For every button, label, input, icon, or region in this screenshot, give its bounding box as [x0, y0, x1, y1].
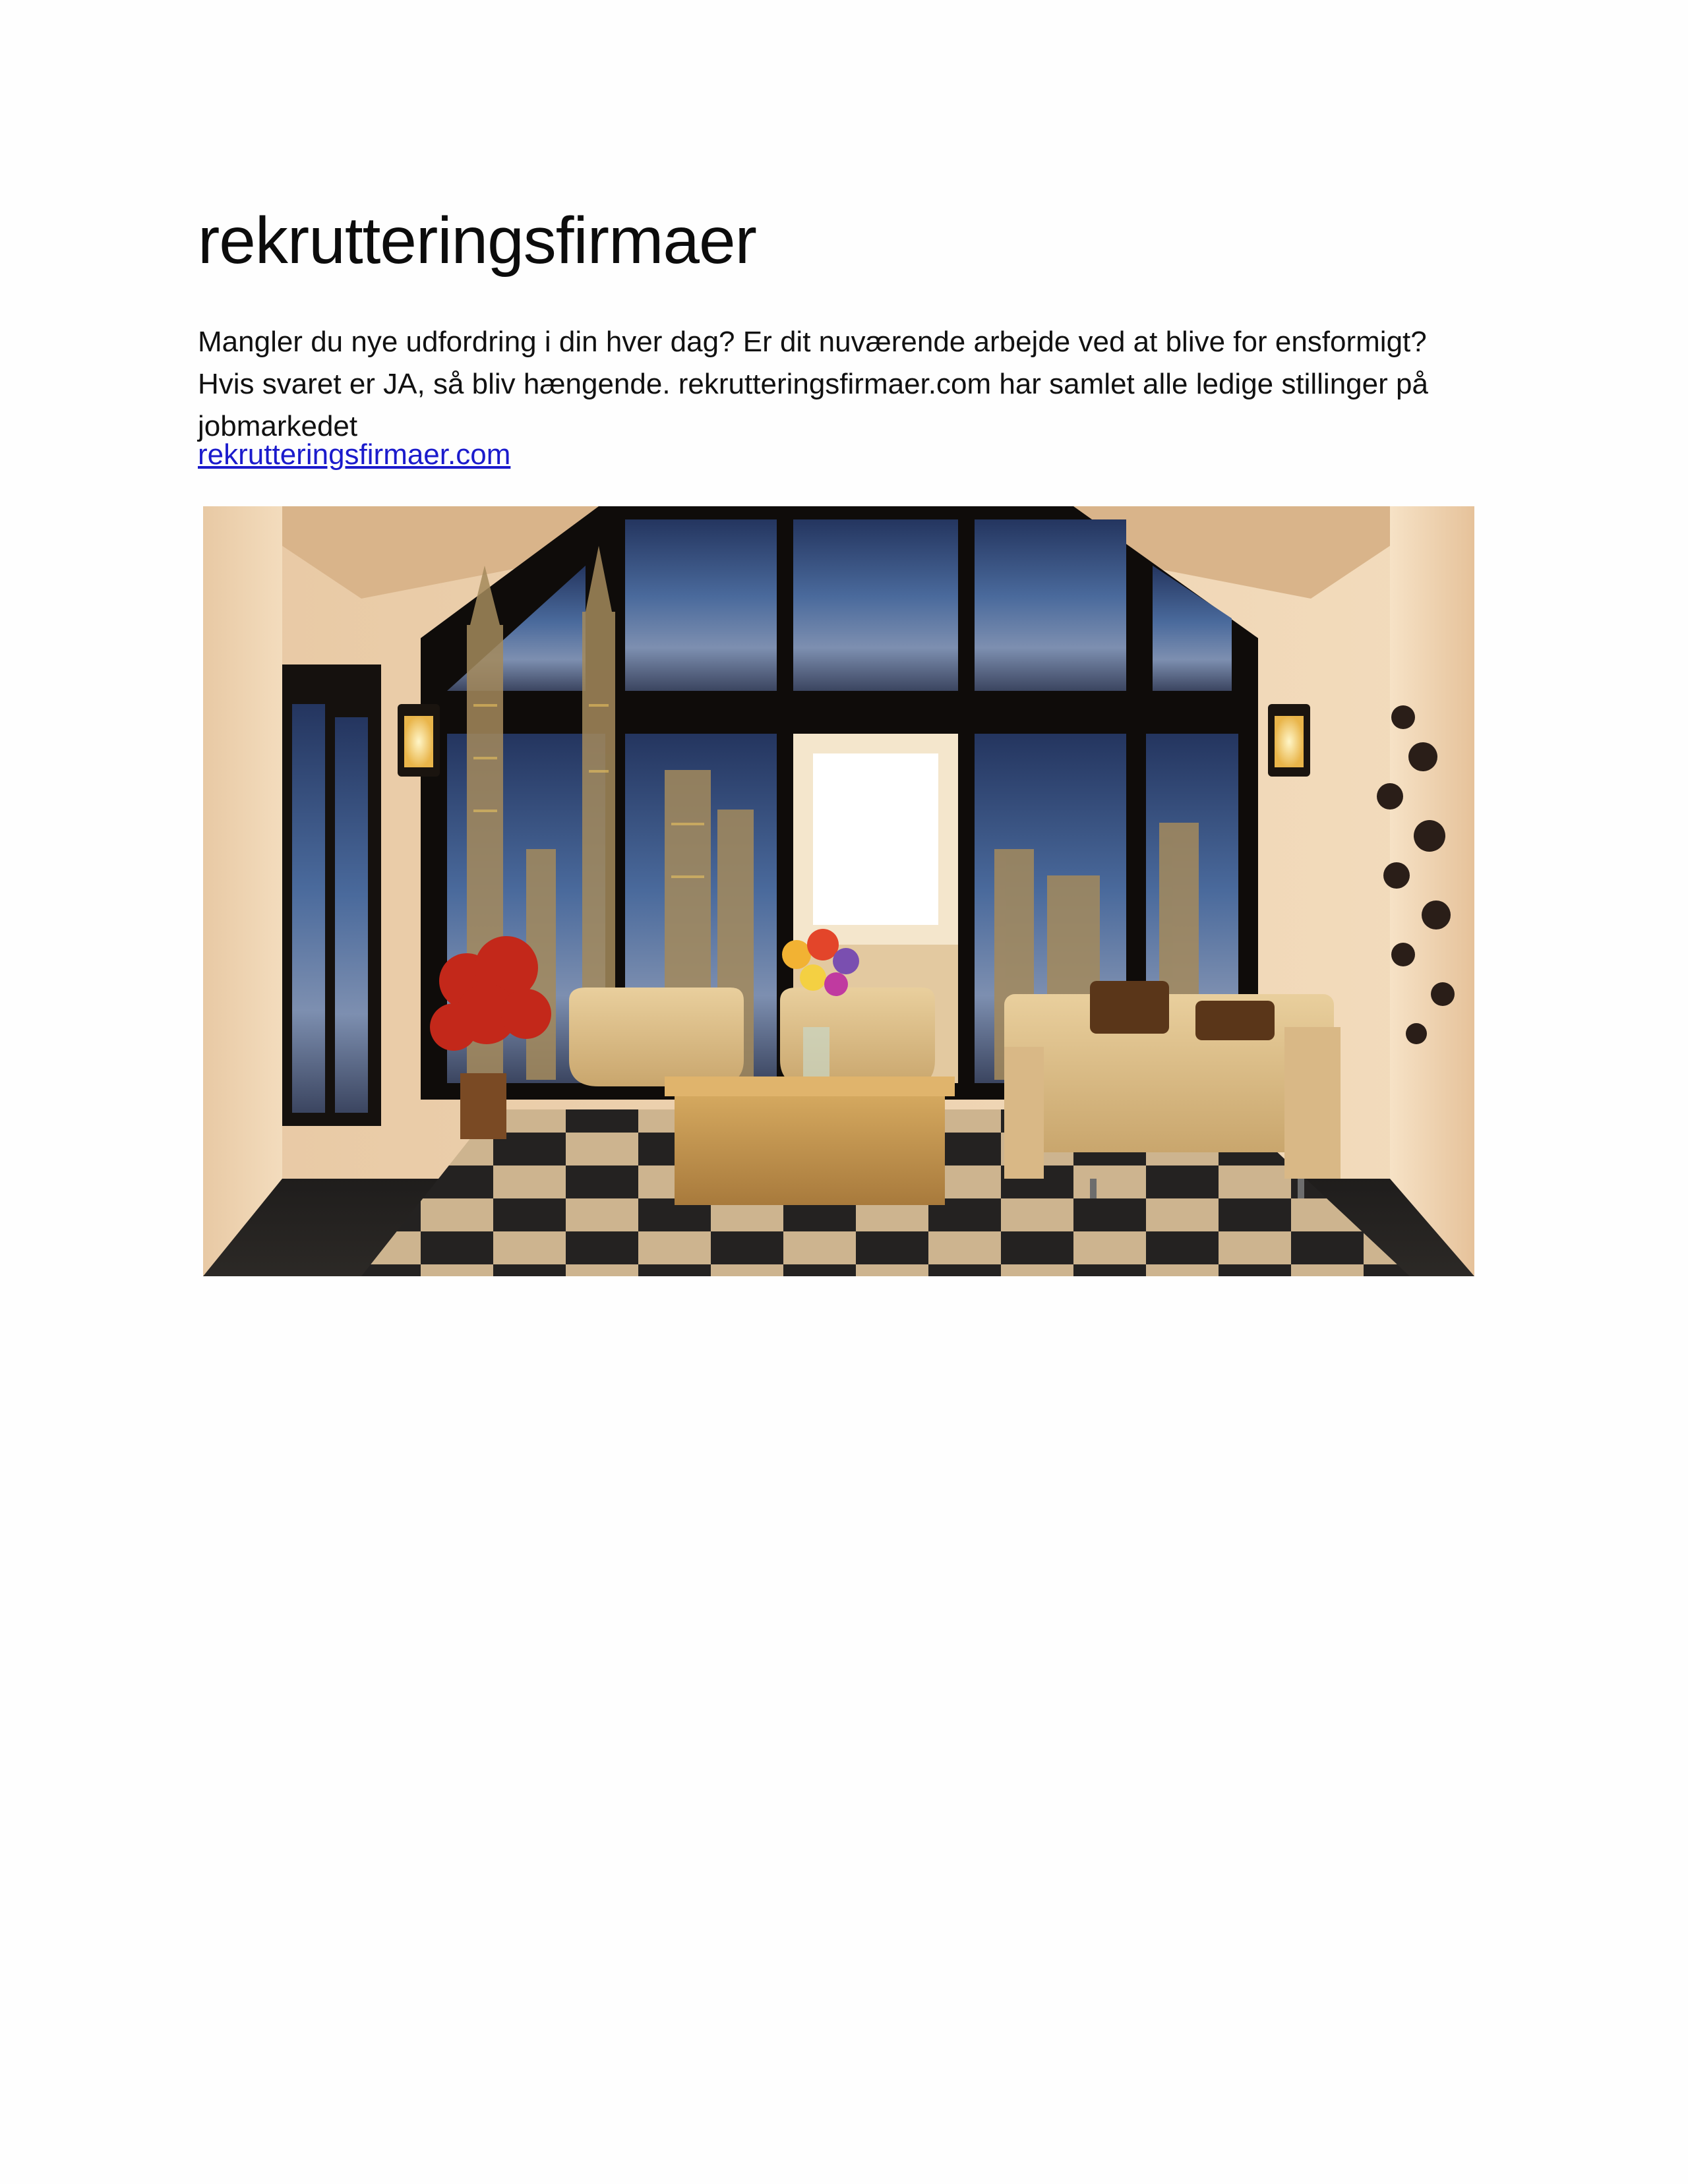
lantern-right — [1268, 704, 1310, 777]
page-title: rekrutteringsfirmaer — [198, 204, 756, 278]
website-link[interactable]: rekrutteringsfirmaer.com — [198, 438, 511, 471]
intro-paragraph: Mangler du nye udfordring i din hver dag? Er dit nuværende arbejde ved at blive for ensformigt? Hvis svaret er JA, så bliv hængende. rekrutteringsfirmaer.com har samlet alle ledige stillinger på jobmarkedet — [198, 326, 1428, 442]
lounge-interior-photo — [203, 506, 1474, 1276]
lantern-left — [398, 704, 440, 777]
